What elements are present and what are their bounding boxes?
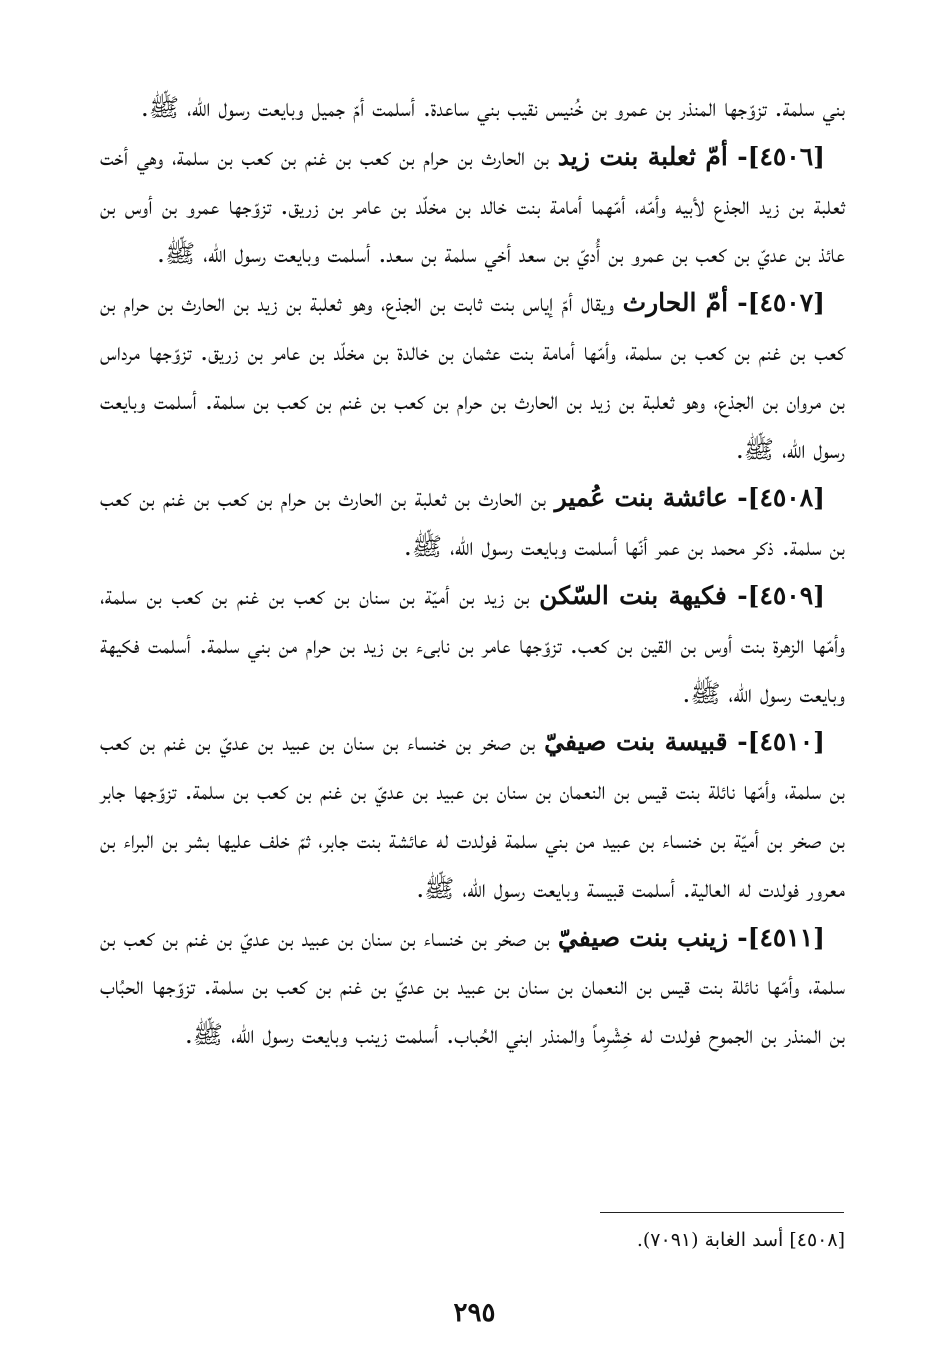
entry-text: بن الحارث بن حرام بن كعب بن غنم بن كعب بن سلمة، وهي أخت ثعلبة بن زيد الجذع لأبيه وأمّه، أمّهما أمامة بنت خالد بن مخلّد بن عامر بن زريق. تزوّجها عمرو بن أوس بن عائذ بن عديّ بن كعب بن عمرو بن أُديّ بن سعد أخي سلمة بن سعد. أسلمت وبايعت رسول الله، ﷺ.	[100, 141, 845, 269]
entry-name: - قبيسة بنت صيفيّ	[544, 727, 748, 757]
entry-number: [٤٥١٠]	[747, 727, 825, 757]
entry-text: ويقال أمّ إياس بنت ثابت بن الجذع، وهو ثعلبة بن زيد بن الحارث بن حرام بن كعب بن غنم بن كعب بن سلمة، وأمّها أمامة بنت عثمان بن خالدة بن مخلّد بن عامر بن زريق. تزوّجها مرداس بن مروان بن الجذع، وهو ثعلبة بن زيد بن الحارث بن حرام بن كعب بن غنم بن كعب بن سلمة. أسلمت وبايعت رسول الله، ﷺ.	[100, 288, 845, 464]
entry-number: [٤٥١١]	[747, 922, 825, 952]
entry-4510	[100, 718, 845, 913]
entry-number: [٤٥٠٧]	[747, 288, 826, 318]
main-text	[100, 84, 845, 1060]
entry-name: - أمّ ثعلبة بنت زيد	[557, 141, 748, 171]
paragraph-continuation	[100, 84, 845, 133]
entry-4507	[100, 279, 845, 474]
entry-4509	[100, 572, 845, 718]
entry-name: - أمّ الحارث	[622, 288, 748, 318]
page-number: ٢٩٥	[453, 1298, 496, 1328]
entry-name: - فكيهة بنت السّكن	[539, 580, 748, 610]
entry-4506	[100, 133, 845, 279]
entry-text: بن صخر بن خنساء بن سنان بن عبيد بن عديّ بن غنم بن كعب بن سلمة، وأمّها نائلة بنت قيس بن النعمان بن سنان بن عبيد بن عديّ بن غنم بن كعب بن سلمة. تزوّجها الحبُاب بن المنذر بن الجموح فولدت له خِشْرِماً والمنذر ابني الحُباب. أسلمت زينب وبايعت رسول الله، ﷺ.	[100, 922, 845, 1050]
paragraph-text: بني سلمة. تزوّجها المنذر بن عمرو بن خُنيس نقيب بني ساعدة. أسلمت أمّ جميل وبايعت رسول الله، ﷺ.	[140, 93, 845, 122]
entry-name: - عائشة بنت عُمير	[554, 483, 748, 513]
entry-name: - زينب بنت صيفيّ	[557, 922, 748, 952]
entry-number: [٤٥٠٨]	[747, 483, 825, 513]
entry-text: بن زيد بن أميّة بن سنان بن كعب بن غنم بن كعب بن سلمة، وأمّها الزهرة بنت أوس بن القين بن كعب. تزوّجها عامر بن نابىء بن زيد بن حرام من بني سلمة. أسلمت فكيهة وبايعت رسول الله، ﷺ.	[100, 580, 845, 708]
entry-number: [٤٥٠٦]	[747, 141, 826, 171]
footnote: [٤٥٠٨] أسد الغابة (٧٠٩١).	[636, 1229, 845, 1251]
entry-text: بن صخر بن خنساء بن سنان بن عبيد بن عديّ بن غنم بن كعب بن سلمة، وأمّها نائلة بنت قيس بن النعمان بن سنان بن عبيد بن عديّ بن غنم بن كعب بن سلمة. تزوّجها جابر بن صخر بن أميّة بن خنساء بن عبيد من بني سلمة فولدت له عائشة بنت جابر، ثمّ خلف عليها بشر بن البراء بن معرور فولدت له العالية. أسلمت قبيسة وبايعت رسول الله، ﷺ.	[100, 727, 845, 903]
entry-4511	[100, 914, 845, 1060]
entry-text: بن الحارث بن ثعلبة بن الحارث بن حرام بن كعب بن غنم بن كعب بن سلمة. ذكر محمد بن عمر أنّها أسلمت وبايعت رسول الله، ﷺ.	[100, 483, 845, 562]
entry-4508	[100, 474, 845, 572]
footnote-divider	[600, 1212, 844, 1213]
entry-number: [٤٥٠٩]	[747, 580, 825, 610]
